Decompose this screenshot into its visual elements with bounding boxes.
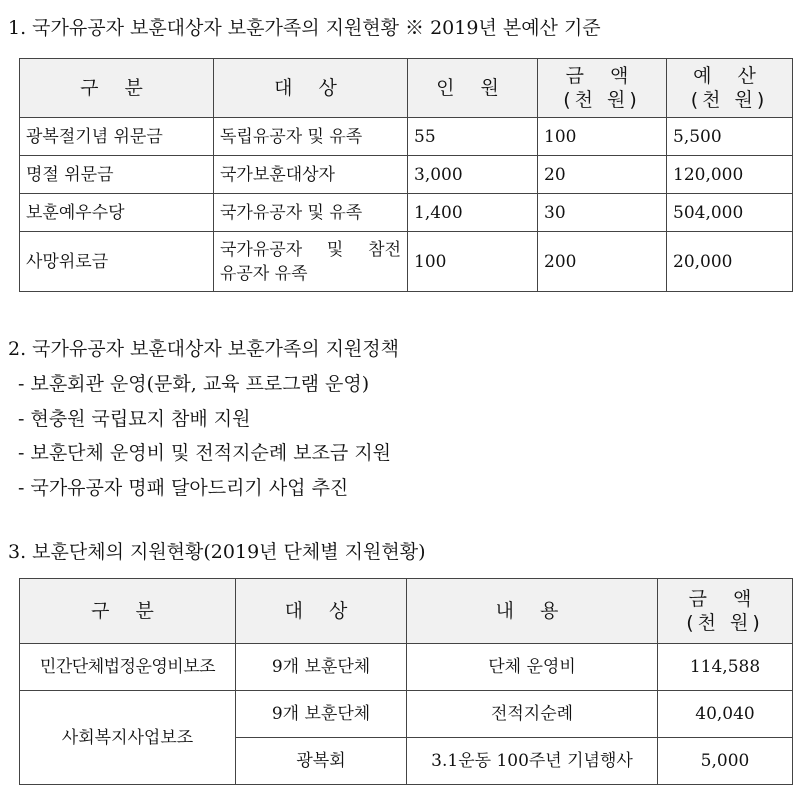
cell-budget: 5,500: [667, 118, 793, 156]
table-row: [20, 232, 793, 292]
policy-bullet: - 현충원 국립묘지 참배 지원: [18, 408, 251, 430]
cell-content: 전적지순례: [407, 691, 658, 738]
table-header-row: [20, 579, 793, 644]
cell-category: 보훈예우수당: [20, 194, 214, 232]
cell-category: 사회복지사업보조: [20, 691, 236, 785]
header-amount: [538, 59, 667, 118]
cell-target: 국가유공자 및 유족: [214, 194, 408, 232]
cell-people: 100: [408, 232, 538, 292]
cell-content: 단체 운영비: [407, 644, 658, 691]
header-content: 내 용: [407, 579, 658, 644]
header-category: 구 분: [20, 579, 236, 644]
cell-target: 독립유공자 및 유족: [214, 118, 408, 156]
cell-budget: 20,000: [667, 232, 793, 292]
cell-amount: 200: [538, 232, 667, 292]
cell-amount: 100: [538, 118, 667, 156]
cell-target-line2: 유공자 유족: [220, 263, 308, 284]
cell-amount: 5,000: [658, 738, 793, 785]
policy-bullet: - 국가유공자 명패 달아드리기 사업 추진: [18, 477, 349, 499]
cell-budget: 120,000: [667, 156, 793, 194]
header-amount-line1: 금 액: [688, 588, 762, 610]
cell-amount: 114,588: [658, 644, 793, 691]
organization-support-table: [19, 578, 793, 785]
section3-heading: 3. 보훈단체의 지원현황(2019년 단체별 지원현황): [8, 541, 426, 563]
cell-amount: 40,040: [658, 691, 793, 738]
table-row: [20, 118, 793, 156]
cell-target: 9개 보훈단체: [236, 691, 407, 738]
cell-category: 사망위로금: [20, 232, 214, 292]
section1-heading: 1. 국가유공자 보훈대상자 보훈가족의 지원현황 ※ 2019년 본예산 기준: [8, 17, 601, 39]
header-budget-line1: 예 산: [693, 65, 766, 87]
cell-content: 3.1운동 100주년 기념행사: [407, 738, 658, 785]
cell-target: 9개 보훈단체: [236, 644, 407, 691]
cell-amount: 20: [538, 156, 667, 194]
section2-heading: 2. 국가유공자 보훈대상자 보훈가족의 지원정책: [8, 338, 400, 360]
cell-amount: 30: [538, 194, 667, 232]
cell-target: 광복회: [236, 738, 407, 785]
header-target: 대 상: [214, 59, 408, 118]
policy-bullet: - 보훈단체 운영비 및 전적지순례 보조금 지원: [18, 442, 392, 464]
cell-people: 1,400: [408, 194, 538, 232]
header-amount-line2: (천 원): [563, 89, 641, 111]
header-budget: [667, 59, 793, 118]
cell-category: 광복절기념 위문금: [20, 118, 214, 156]
table-row: [20, 194, 793, 232]
table-row: [20, 691, 793, 738]
table-header-row: [20, 59, 793, 118]
header-target: 대 상: [236, 579, 407, 644]
cell-target: [214, 232, 408, 292]
header-amount-line2: (천 원): [686, 612, 764, 634]
table-row: [20, 644, 793, 691]
header-people: 인 원: [408, 59, 538, 118]
cell-people: 3,000: [408, 156, 538, 194]
header-category: 구 분: [20, 59, 214, 118]
cell-target-line1: 국가유공자 및 참전: [220, 239, 401, 260]
cell-category: 명절 위문금: [20, 156, 214, 194]
policy-bullet: - 보훈회관 운영(문화, 교육 프로그램 운영): [18, 373, 370, 395]
header-budget-line2: (천 원): [690, 89, 769, 111]
header-amount: [658, 579, 793, 644]
header-amount-line1: 금 액: [565, 65, 639, 87]
cell-target: 국가보훈대상자: [214, 156, 408, 194]
cell-people: 55: [408, 118, 538, 156]
table-row: [20, 156, 793, 194]
cell-budget: 504,000: [667, 194, 793, 232]
veterans-support-table: [19, 58, 793, 292]
cell-category: 민간단체법정운영비보조: [20, 644, 236, 691]
